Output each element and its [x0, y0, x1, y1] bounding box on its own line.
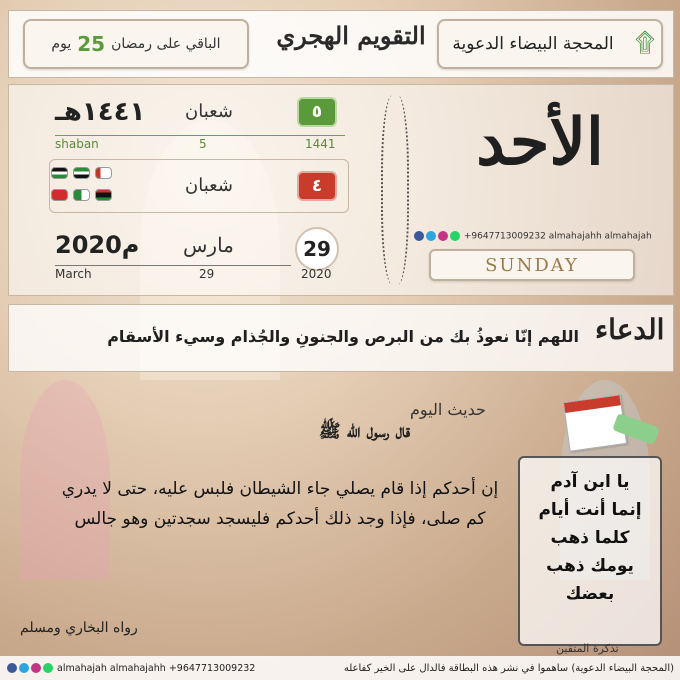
facebook-icon — [7, 663, 17, 673]
hadith-heading: حديث اليوم — [410, 400, 486, 419]
weekday-arabic: الأحد — [476, 105, 604, 180]
instagram-icon — [438, 231, 448, 241]
reminder-line: كلما ذهب — [550, 528, 630, 548]
dates-panel — [8, 84, 674, 296]
alt-day: ٤ — [311, 176, 323, 196]
weekday-english: SUNDAY — [485, 254, 579, 276]
reminder-caption: تذكرة المتقين — [556, 642, 619, 655]
reminder-line: إنما أنت أيام — [538, 500, 642, 520]
brand-logo-icon: ۩ — [635, 28, 655, 58]
hijri-latin-month: shaban — [55, 137, 99, 151]
hadith-prophet: قال رسول الله ﷺ — [318, 421, 410, 442]
hijri-day-badge — [297, 97, 337, 127]
flags-box-border — [49, 159, 349, 213]
header-bar — [8, 10, 674, 78]
reminder-panel — [518, 456, 662, 646]
facebook-icon — [414, 231, 424, 241]
page-title: التقويم الهجري — [276, 21, 426, 50]
gregorian-latin-month: March — [55, 267, 92, 281]
hadith-text: إن أحدكم إذا قام يصلي جاء الشيطان فلبس عليه، حتى لا يدري كم صلى، فإذا وجد ذلك أحدكم فليسجد سجدتين وهو جالس — [61, 479, 499, 529]
dua-heading: الدعاء — [595, 313, 665, 346]
reminder-line: بعضك — [565, 584, 615, 604]
reminder-line: يومك ذهب — [546, 556, 634, 576]
reminder-line: يا ابن آدم — [550, 472, 630, 492]
hijri-latin-year: 1441 — [305, 137, 336, 151]
weekday-english-box — [429, 249, 635, 281]
remaining-suffix: يوم — [51, 36, 72, 52]
footer-text: (المحجة البيضاء الدعوية) ساهموا في نشر هذه البطاقة فالدال على الخير كفاعله — [343, 662, 674, 674]
ornament-divider — [381, 95, 409, 285]
hijri-year: ١٤٤١هـ — [55, 97, 146, 127]
dua-band — [8, 304, 674, 372]
gregorian-divider — [55, 265, 291, 266]
hijri-month: شعبان — [185, 101, 233, 122]
gregorian-day: 29 — [303, 237, 331, 261]
hijri-day: ٥ — [311, 102, 323, 122]
gregorian-month-ar: مارس — [183, 233, 234, 257]
footer-contacts — [6, 663, 255, 674]
weekday-contacts-text: +9647713009232 almahajahh almahajah — [463, 231, 652, 242]
footer-contacts-text: almahajah almahajahh +9647713009232 — [57, 662, 256, 674]
gregorian-day-circle — [295, 227, 339, 271]
hijri-latin-day: 5 — [199, 137, 207, 151]
remaining-prefix: الباقي على رمضان — [111, 36, 221, 52]
remaining-number: 25 — [77, 32, 106, 56]
dua-text: اللهم إنّا نعوذُ بك من البرص والجنونِ والجُذام وسيء الأسقام — [107, 327, 579, 346]
whatsapp-icon — [43, 663, 53, 673]
brand-box — [437, 19, 663, 69]
gregorian-year: 2020م — [55, 231, 140, 259]
gregorian-latin-day: 29 — [199, 267, 215, 281]
instagram-icon — [31, 663, 41, 673]
gregorian-latin-year: 2020 — [301, 267, 332, 281]
footer-bar — [0, 656, 680, 680]
alt-month: شعبان — [185, 175, 233, 196]
whatsapp-icon — [450, 231, 460, 241]
hijri-divider — [55, 135, 345, 136]
remaining-days-box — [23, 19, 249, 69]
hadith-narrators: رواه البخاري ومسلم — [20, 620, 138, 636]
weekday-contacts — [413, 231, 652, 242]
telegram-icon — [19, 663, 29, 673]
brand-name: المحجة البيضاء الدعوية — [452, 34, 614, 54]
telegram-icon — [426, 231, 436, 241]
